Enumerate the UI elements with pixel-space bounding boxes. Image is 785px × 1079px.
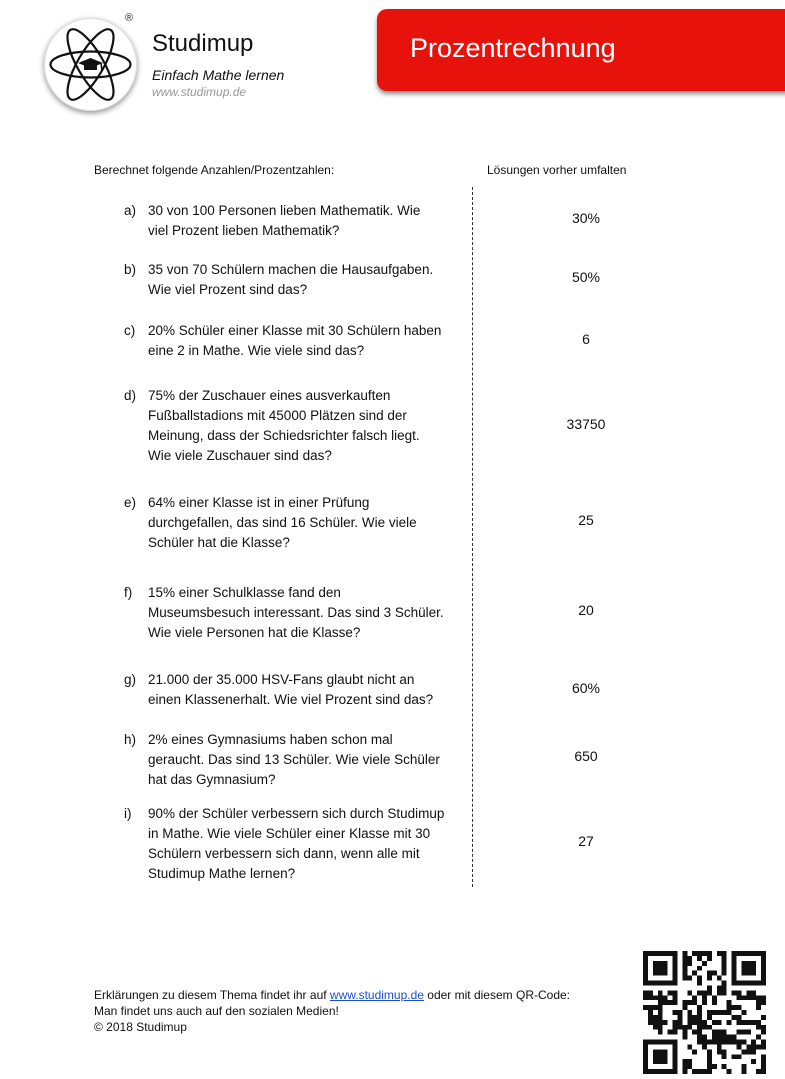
page-title: Prozentrechnung <box>410 33 616 63</box>
task-answer: 50% <box>571 269 601 285</box>
task-text <box>148 386 478 466</box>
task-answer: 27 <box>578 833 594 849</box>
task-text-line: 15% einer Schulklasse fand den <box>148 585 341 600</box>
task-text-line: 30 von 100 Personen lieben Mathematik. Wie <box>148 203 421 218</box>
task-text-line: 90% der Schüler verbessern sich durch Studimup <box>148 806 445 821</box>
brand-tagline: Einfach Mathe lernen <box>152 67 285 83</box>
task-text-line: viel Prozent lieben Mathematik? <box>148 223 340 238</box>
task-text <box>148 493 478 553</box>
atom-icon <box>44 18 137 111</box>
copyright: © 2018 Studimup <box>94 1020 187 1034</box>
task-text-line: Schülern verbessern sich dann, wenn alle mit <box>148 846 420 861</box>
task-text-line: 2% eines Gymnasiums haben schon mal <box>148 732 393 747</box>
title-banner <box>377 9 785 91</box>
task-text <box>148 804 478 884</box>
task-text-line: Wie viele Zuschauer sind das? <box>148 448 332 463</box>
task-answer: 6 <box>582 331 590 347</box>
task-text-line: Wie viele Personen hat die Klasse? <box>148 625 361 640</box>
task-text-line: Schüler hat die Klasse? <box>148 535 290 550</box>
footer-line-2: Man findet uns auch auf den sozialen Medien! <box>94 1004 339 1018</box>
task-text-line: 35 von 70 Schülern machen die Hausaufgaben. <box>148 262 434 277</box>
task-letter: f) <box>124 585 133 600</box>
task-text-line: 21.000 der 35.000 HSV-Fans glaubt nicht an <box>148 672 415 687</box>
task-text-line: hat das Gymnasium? <box>148 772 276 787</box>
task-text <box>148 321 478 361</box>
task-text-line: Museumsbesuch interessant. Das sind 3 Schüler. <box>148 605 444 620</box>
task-answer: 650 <box>574 748 598 764</box>
footer <box>94 987 570 1035</box>
task-text-line: Wie viel Prozent sind das? <box>148 282 308 297</box>
solutions-heading: Lösungen vorher umfalten <box>487 163 627 177</box>
task-letter: b) <box>124 262 137 277</box>
task-letter: c) <box>124 323 136 338</box>
task-text-line: in Mathe. Wie viele Schüler einer Klasse mit 30 <box>148 826 431 841</box>
worksheet-intro: Berechnet folgende Anzahlen/Prozentzahlen: <box>94 163 335 177</box>
task-text-line: geraucht. Das sind 13 Schüler. Wie viele Schüler <box>148 752 440 767</box>
task-text <box>148 201 478 241</box>
task-answer: 25 <box>578 512 594 528</box>
brand-name: Studimup <box>152 30 254 57</box>
task-text-line: einen Klassenerhalt. Wie viel Prozent sind das? <box>148 692 434 707</box>
qr-code-icon[interactable] <box>643 951 766 1074</box>
task-letter: a) <box>124 203 137 218</box>
task-answer: 20 <box>578 602 594 618</box>
task-text-line: eine 2 in Mathe. Wie viele sind das? <box>148 343 365 358</box>
task-text <box>148 730 478 790</box>
task-letter: g) <box>124 672 137 687</box>
task-text-line: 64% einer Klasse ist in einer Prüfung <box>148 495 370 510</box>
task-text-line: 75% der Zuschauer eines ausverkauften <box>148 388 391 403</box>
website-link[interactable]: www.studimup.de <box>329 988 424 1002</box>
task-letter: d) <box>124 388 137 403</box>
task-text-line: Fußballstadions mit 45000 Plätzen sind der <box>148 408 407 423</box>
task-text-line: durchgefallen, das sind 16 Schüler. Wie viele <box>148 515 417 530</box>
task-text <box>148 260 478 300</box>
task-letter: i) <box>124 806 132 821</box>
task-answer: 33750 <box>566 416 606 432</box>
task-letter: h) <box>124 732 137 747</box>
task-answer: 60% <box>571 680 601 696</box>
task-answer: 30% <box>571 210 601 226</box>
task-text-line: Meinung, dass der Schiedsrichter falsch liegt. <box>148 428 420 443</box>
task-text <box>148 670 478 710</box>
task-text <box>148 583 478 643</box>
task-text-line: 20% Schüler einer Klasse mit 30 Schülern haben <box>148 323 442 338</box>
registered-mark: ® <box>125 12 134 24</box>
studimup-logo <box>44 18 137 111</box>
task-letter: e) <box>124 495 137 510</box>
footer-line-1: Erklärungen zu diesem Thema findet ihr auf www.studimup.de oder mit diesem QR-Code: <box>94 988 571 1002</box>
brand-website: www.studimup.de <box>152 85 247 99</box>
task-text-line: Studimup Mathe lernen? <box>148 866 296 881</box>
